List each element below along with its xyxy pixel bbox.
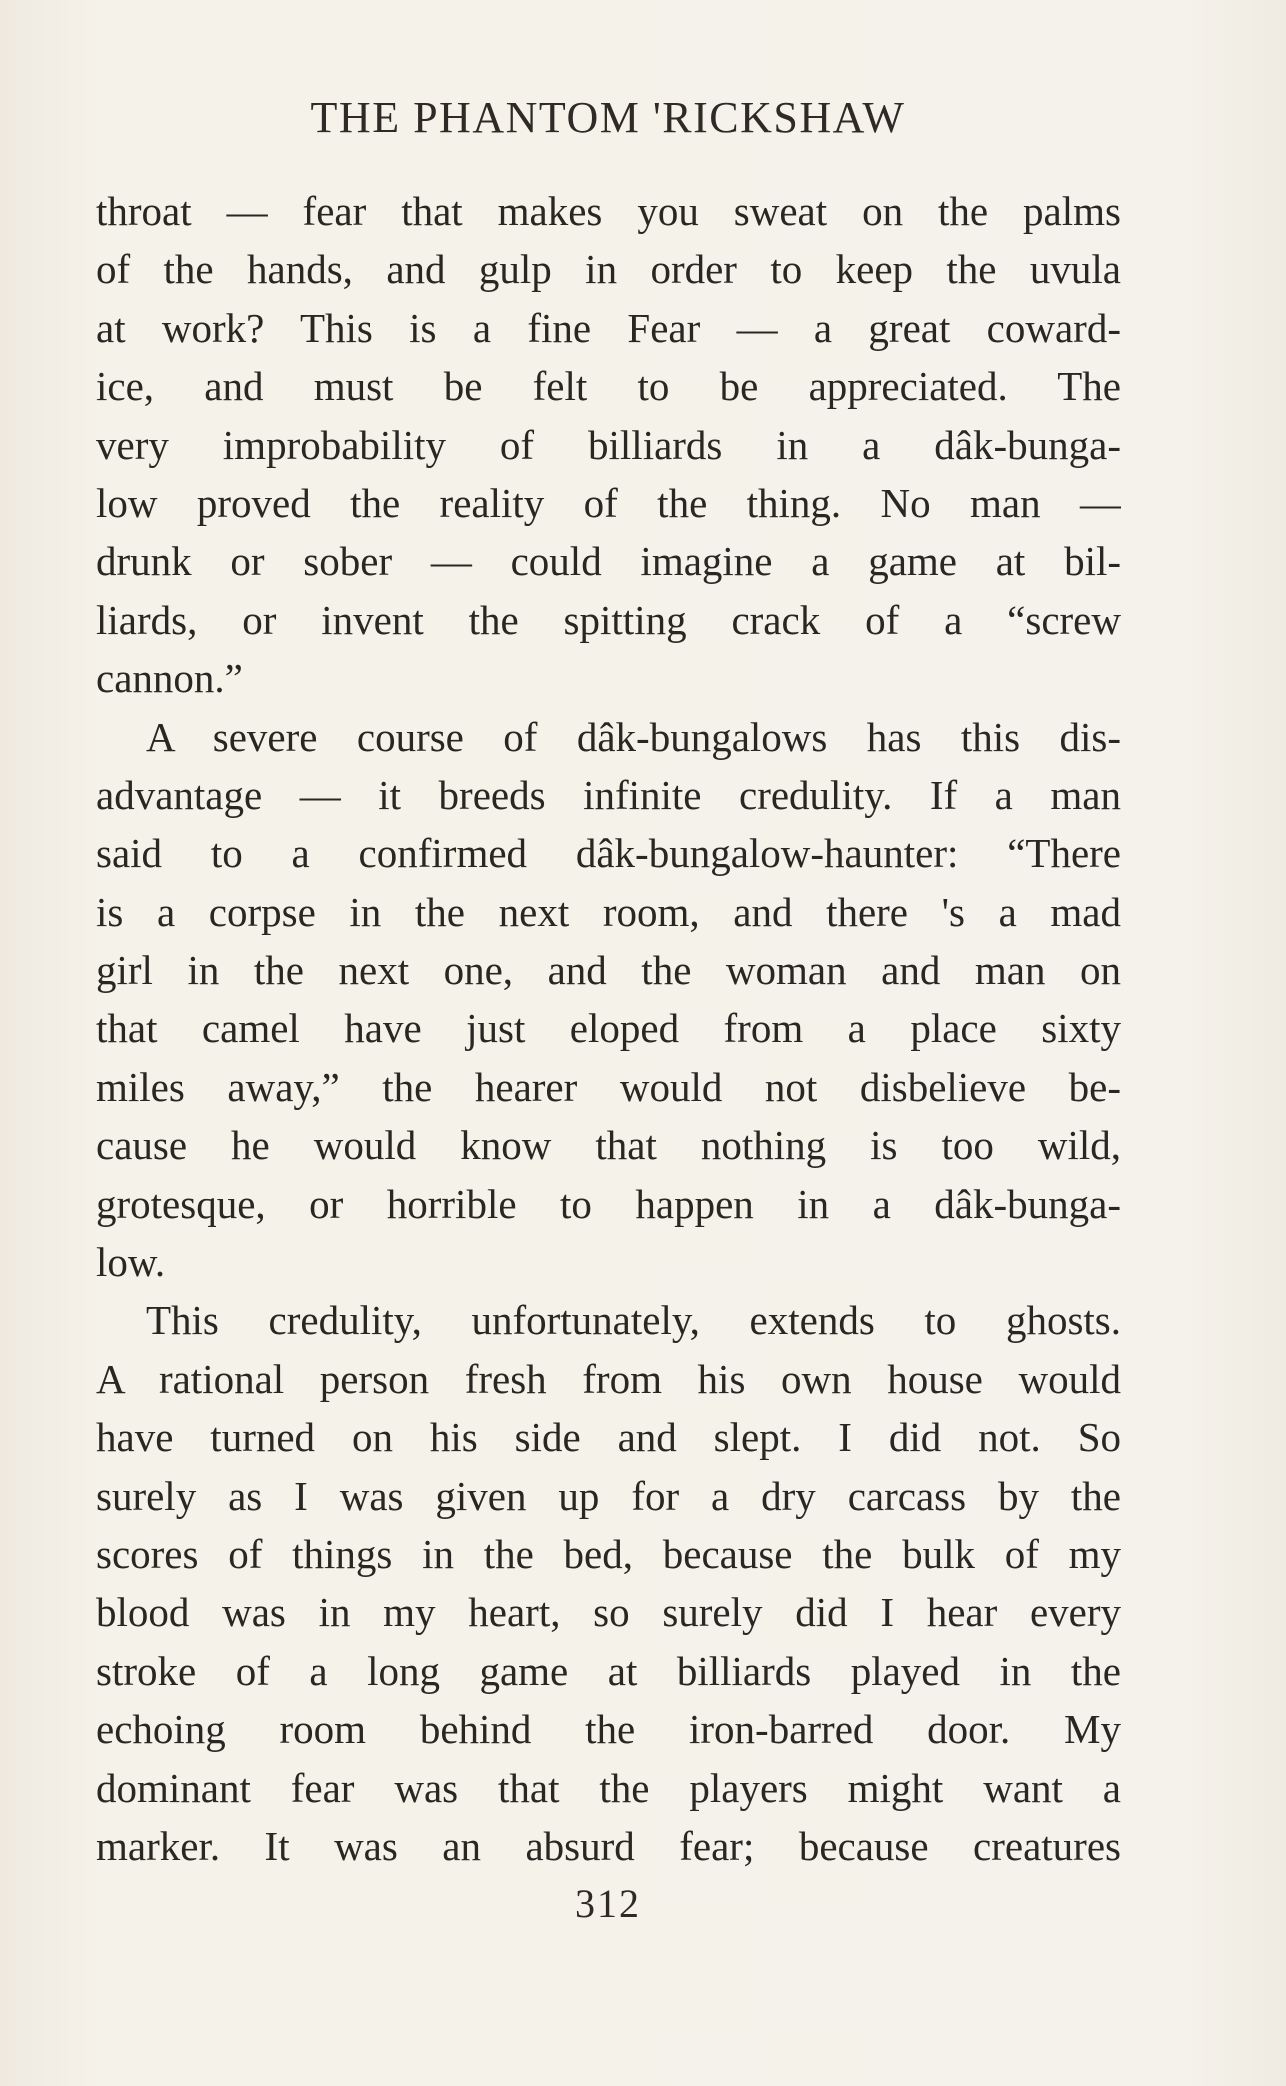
text-line: This credulity, unfortunately, extends to ghosts. xyxy=(146,1297,1121,1344)
running-head: THE PHANTOM 'RICKSHAW xyxy=(310,93,906,142)
text-line: girl in the next one, and the woman and man on xyxy=(96,947,1121,994)
paragraph xyxy=(96,708,1121,1292)
text-line: that camel have just eloped from a place sixty xyxy=(96,1005,1121,1052)
text-line: low. xyxy=(96,1239,166,1286)
text-line: cannon.” xyxy=(96,655,243,702)
body-text xyxy=(96,182,1121,1875)
text-line: blood was in my heart, so surely did I hear every xyxy=(96,1589,1121,1636)
text-line: echoing room behind the iron-barred door. My xyxy=(96,1706,1121,1753)
text-line: liards, or invent the spitting crack of a “screw xyxy=(96,596,1121,643)
text-line: advantage — it breeds infinite credulity. If a man xyxy=(96,771,1121,818)
text-line: at work? This is a fine Fear — a great coward- xyxy=(96,304,1121,351)
text-line: A severe course of dâk-bungalows has this dis- xyxy=(146,713,1121,760)
text-line: scores of things in the bed, because the bulk of my xyxy=(96,1530,1121,1577)
text-line: have turned on his side and slept. I did not. So xyxy=(96,1414,1121,1461)
text-line: marker. It was an absurd fear; because creatures xyxy=(96,1822,1121,1869)
page-number: 312 xyxy=(575,1881,641,1926)
text-line: cause he would know that nothing is too wild, xyxy=(96,1122,1121,1169)
text-line: is a corpse in the next room, and there 's a mad xyxy=(96,888,1121,935)
text-line: grotesque, or horrible to happen in a dâk-bunga- xyxy=(96,1180,1121,1227)
text-line: ice, and must be felt to be appreciated. The xyxy=(96,363,1121,410)
text-line: miles away,” the hearer would not disbelieve be- xyxy=(96,1063,1121,1110)
text-line: dominant fear was that the players might want a xyxy=(96,1764,1121,1811)
text-line: A rational person fresh from his own house would xyxy=(96,1355,1121,1402)
text-line: stroke of a long game at billiards played in the xyxy=(96,1647,1121,1694)
text-line: surely as I was given up for a dry carcass by the xyxy=(96,1472,1121,1519)
paragraph xyxy=(96,182,1121,708)
text-line: said to a confirmed dâk-bungalow-haunter: “There xyxy=(96,830,1121,877)
text-line: throat — fear that makes you sweat on the palms xyxy=(96,188,1121,234)
text-line: low proved the reality of the thing. No man — xyxy=(96,479,1121,526)
paragraph xyxy=(96,1291,1121,1875)
text-line: very improbability of billiards in a dâk-bunga- xyxy=(96,421,1121,468)
text-line: drunk or sober — could imagine a game at bil- xyxy=(96,538,1121,585)
text-line: of the hands, and gulp in order to keep the uvula xyxy=(96,246,1121,293)
